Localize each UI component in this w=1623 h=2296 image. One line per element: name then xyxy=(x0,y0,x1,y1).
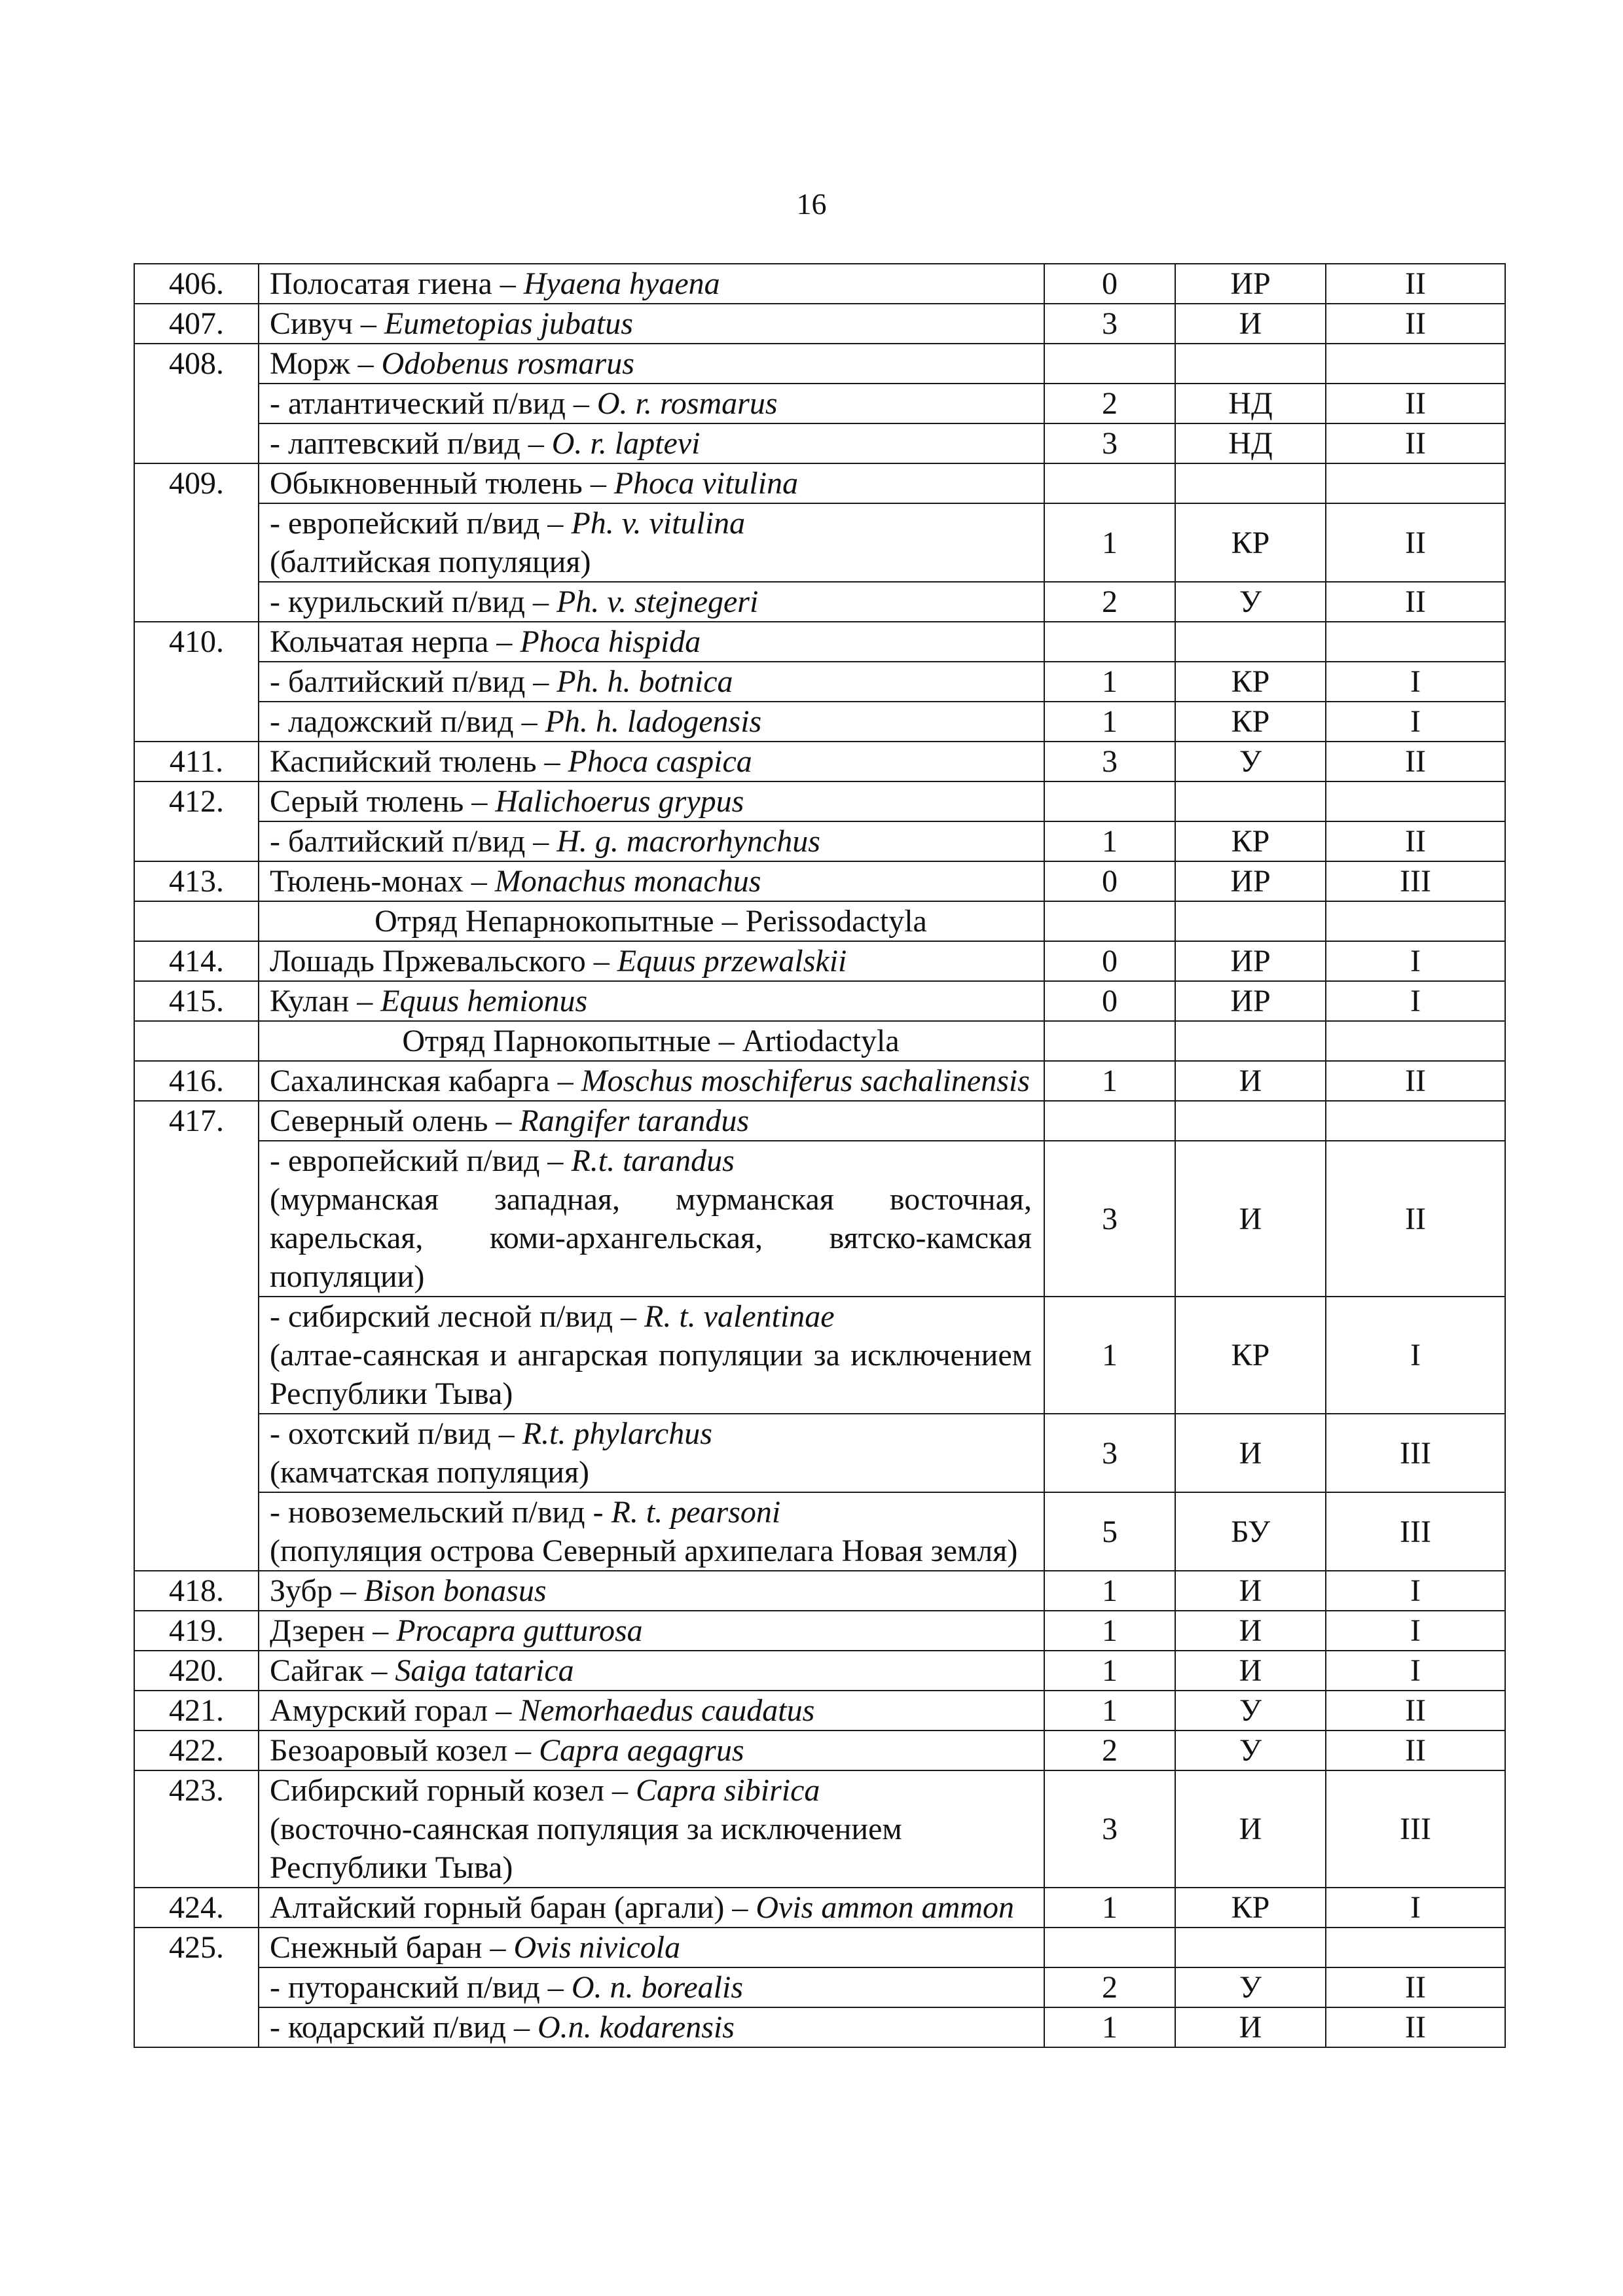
priority-cell: III xyxy=(1326,1492,1505,1571)
row-number xyxy=(134,901,259,941)
species-name: Лошадь Пржевальского – Equus przewalskii xyxy=(259,941,1044,981)
category-cell xyxy=(1044,622,1175,662)
table-row xyxy=(134,1967,1505,2007)
row-number: 409. xyxy=(134,463,259,622)
species-name: Зубр – Bison bonasus xyxy=(259,1571,1044,1611)
status-cell: И xyxy=(1175,1061,1326,1101)
row-number: 410. xyxy=(134,622,259,742)
priority-cell: I xyxy=(1326,1651,1505,1691)
table-row xyxy=(134,1928,1505,1967)
category-cell: 1 xyxy=(1044,1611,1175,1651)
table-row xyxy=(134,582,1505,622)
row-number xyxy=(134,1021,259,1061)
category-cell: 3 xyxy=(1044,742,1175,781)
status-cell xyxy=(1175,622,1326,662)
species-name: Амурский горал – Nemorhaedus caudatus xyxy=(259,1691,1044,1731)
subspecies-name: - европейский п/вид – Ph. v. vitulina (балтийская популяция) xyxy=(259,503,1044,582)
priority-cell xyxy=(1326,1101,1505,1141)
order-row xyxy=(134,1021,1505,1061)
population-note: (популяция острова Северный архипелага Новая земля) xyxy=(270,1534,1018,1568)
species-name: Каспийский тюлень – Phoca caspica xyxy=(259,742,1044,781)
row-number: 406. xyxy=(134,264,259,304)
category-cell: 2 xyxy=(1044,582,1175,622)
status-cell xyxy=(1175,1101,1326,1141)
status-cell: И xyxy=(1175,2007,1326,2047)
subspecies-name: - лаптевский п/вид – O. r. laptevi xyxy=(259,423,1044,463)
row-number: 411. xyxy=(134,742,259,781)
table-row xyxy=(134,1888,1505,1928)
category-cell: 1 xyxy=(1044,662,1175,702)
status-cell xyxy=(1175,1021,1326,1061)
subspecies-name: - балтийский п/вид – Ph. h. botnica xyxy=(259,662,1044,702)
population-note: (алтае-саянская и ангарская популяции за исключением Республики Тыва) xyxy=(270,1338,1032,1411)
category-cell: 0 xyxy=(1044,941,1175,981)
status-cell: ИР xyxy=(1175,861,1326,901)
priority-cell: III xyxy=(1326,861,1505,901)
priority-cell: I xyxy=(1326,1297,1505,1414)
status-cell: У xyxy=(1175,1967,1326,2007)
priority-cell: II xyxy=(1326,264,1505,304)
status-cell: И xyxy=(1175,304,1326,344)
row-number: 424. xyxy=(134,1888,259,1928)
category-cell: 3 xyxy=(1044,1141,1175,1297)
subspecies-name: - балтийский п/вид – H. g. macrorhynchus xyxy=(259,821,1044,861)
subspecies-name: - новоземельский п/вид - R. t. pearsoni (популяция острова Северный архипелага Новая земля) xyxy=(259,1492,1044,1571)
category-cell: 1 xyxy=(1044,1061,1175,1101)
category-cell: 3 xyxy=(1044,1414,1175,1492)
table-row xyxy=(134,503,1505,582)
status-cell xyxy=(1175,463,1326,503)
status-cell: КР xyxy=(1175,662,1326,702)
category-cell: 3 xyxy=(1044,1770,1175,1888)
priority-cell xyxy=(1326,1021,1505,1061)
subspecies-name: - путоранский п/вид – O. n. borealis xyxy=(259,1967,1044,2007)
status-cell: И xyxy=(1175,1611,1326,1651)
subspecies-name: - сибирский лесной п/вид – R. t. valentinae (алтае-саянская и ангарская популяции за исключением Республики Тыва) xyxy=(259,1297,1044,1414)
priority-cell xyxy=(1326,344,1505,384)
table-row xyxy=(134,1731,1505,1770)
category-cell: 3 xyxy=(1044,423,1175,463)
row-number: 413. xyxy=(134,861,259,901)
population-note: (мурманская западная, мурманская восточная, карельская, коми-архангельская, вятско-камская популяции) xyxy=(270,1182,1032,1294)
species-name: Снежный баран – Ovis nivicola xyxy=(259,1928,1044,1967)
status-cell xyxy=(1175,901,1326,941)
category-cell xyxy=(1044,344,1175,384)
subspecies-name: - курильский п/вид – Ph. v. stejnegeri xyxy=(259,582,1044,622)
priority-cell: II xyxy=(1326,742,1505,781)
table-row xyxy=(134,1061,1505,1101)
status-cell xyxy=(1175,344,1326,384)
row-number: 408. xyxy=(134,344,259,463)
species-table xyxy=(134,263,1506,2048)
priority-cell: II xyxy=(1326,1141,1505,1297)
category-cell: 0 xyxy=(1044,981,1175,1021)
table-row xyxy=(134,1101,1505,1141)
species-name: Дзерен – Procapra gutturosa xyxy=(259,1611,1044,1651)
status-cell: КР xyxy=(1175,821,1326,861)
status-cell: ИР xyxy=(1175,264,1326,304)
category-cell: 2 xyxy=(1044,1731,1175,1770)
status-cell: И xyxy=(1175,1770,1326,1888)
priority-cell: II xyxy=(1326,582,1505,622)
table-row xyxy=(134,622,1505,662)
page-number: 16 xyxy=(796,187,827,221)
species-name: Северный олень – Rangifer tarandus xyxy=(259,1101,1044,1141)
priority-cell xyxy=(1326,1928,1505,1967)
category-cell: 1 xyxy=(1044,1651,1175,1691)
subspecies-name: - ладожский п/вид – Ph. h. ladogensis xyxy=(259,702,1044,742)
population-note: (балтийская популяция) xyxy=(270,545,591,579)
status-cell: ИР xyxy=(1175,941,1326,981)
species-name: Кольчатая нерпа – Phoca hispida xyxy=(259,622,1044,662)
table-row xyxy=(134,304,1505,344)
priority-cell: I xyxy=(1326,702,1505,742)
order-title: Отряд Парнокопытные – Artiodactyla xyxy=(259,1021,1044,1061)
table-row xyxy=(134,344,1505,384)
status-cell: КР xyxy=(1175,702,1326,742)
status-cell: НД xyxy=(1175,384,1326,423)
table-row xyxy=(134,941,1505,981)
priority-cell: III xyxy=(1326,1770,1505,1888)
priority-cell xyxy=(1326,901,1505,941)
row-number: 422. xyxy=(134,1731,259,1770)
subspecies-name: - охотский п/вид – R.t. phylarchus (камчатская популяция) xyxy=(259,1414,1044,1492)
row-number: 416. xyxy=(134,1061,259,1101)
category-cell xyxy=(1044,1928,1175,1967)
table-row xyxy=(134,1297,1505,1414)
species-name: Алтайский горный баран (аргали) – Ovis ammon ammon xyxy=(259,1888,1044,1928)
priority-cell: I xyxy=(1326,1571,1505,1611)
table-row xyxy=(134,1651,1505,1691)
row-number: 415. xyxy=(134,981,259,1021)
population-note: (камчатская популяция) xyxy=(270,1455,590,1490)
priority-cell: II xyxy=(1326,1691,1505,1731)
table-row xyxy=(134,264,1505,304)
category-cell: 1 xyxy=(1044,1571,1175,1611)
status-cell xyxy=(1175,1928,1326,1967)
species-name: Сахалинская кабарга – Moschus moschiferus sachalinensis xyxy=(259,1061,1044,1101)
table-row xyxy=(134,384,1505,423)
priority-cell: I xyxy=(1326,1888,1505,1928)
priority-cell: I xyxy=(1326,662,1505,702)
status-cell: У xyxy=(1175,582,1326,622)
status-cell: И xyxy=(1175,1571,1326,1611)
species-name: Полосатая гиена – Hyaena hyaena xyxy=(259,264,1044,304)
priority-cell xyxy=(1326,622,1505,662)
status-cell: И xyxy=(1175,1414,1326,1492)
status-cell: КР xyxy=(1175,1888,1326,1928)
status-cell: И xyxy=(1175,1141,1326,1297)
category-cell: 5 xyxy=(1044,1492,1175,1571)
species-name: Морж – Odobenus rosmarus xyxy=(259,344,1044,384)
status-cell: У xyxy=(1175,1731,1326,1770)
status-cell: БУ xyxy=(1175,1492,1326,1571)
category-cell xyxy=(1044,901,1175,941)
status-cell: У xyxy=(1175,1691,1326,1731)
table-row xyxy=(134,1414,1505,1492)
priority-cell: II xyxy=(1326,503,1505,582)
category-cell: 1 xyxy=(1044,2007,1175,2047)
table-row xyxy=(134,702,1505,742)
status-cell: У xyxy=(1175,742,1326,781)
table-row xyxy=(134,742,1505,781)
category-cell xyxy=(1044,463,1175,503)
category-cell: 1 xyxy=(1044,702,1175,742)
status-cell: НД xyxy=(1175,423,1326,463)
priority-cell: II xyxy=(1326,384,1505,423)
table-row xyxy=(134,1141,1505,1297)
category-cell: 3 xyxy=(1044,304,1175,344)
status-cell xyxy=(1175,781,1326,821)
row-number: 419. xyxy=(134,1611,259,1651)
table-row xyxy=(134,1691,1505,1731)
priority-cell: II xyxy=(1326,1731,1505,1770)
status-cell: ИР xyxy=(1175,981,1326,1021)
category-cell: 1 xyxy=(1044,503,1175,582)
category-cell: 1 xyxy=(1044,821,1175,861)
category-cell: 0 xyxy=(1044,861,1175,901)
category-cell xyxy=(1044,781,1175,821)
priority-cell: II xyxy=(1326,1967,1505,2007)
status-cell: КР xyxy=(1175,503,1326,582)
status-cell: И xyxy=(1175,1651,1326,1691)
species-name: Обыкновенный тюлень – Phoca vitulina xyxy=(259,463,1044,503)
category-cell: 2 xyxy=(1044,1967,1175,2007)
row-number: 412. xyxy=(134,781,259,861)
priority-cell xyxy=(1326,463,1505,503)
species-name: Сибирский горный козел – Capra sibirica (восточно-саянская популяция за исключением Республики Тыва) xyxy=(259,1770,1044,1888)
row-number: 414. xyxy=(134,941,259,981)
priority-cell: III xyxy=(1326,1414,1505,1492)
priority-cell xyxy=(1326,781,1505,821)
table-row xyxy=(134,662,1505,702)
subspecies-name: - атлантический п/вид – O. r. rosmarus xyxy=(259,384,1044,423)
species-name: Сайгак – Saiga tatarica xyxy=(259,1651,1044,1691)
table-row xyxy=(134,781,1505,821)
priority-cell: II xyxy=(1326,423,1505,463)
species-name: Серый тюлень – Halichoerus grypus xyxy=(259,781,1044,821)
category-cell: 1 xyxy=(1044,1888,1175,1928)
table-row xyxy=(134,463,1505,503)
priority-cell: II xyxy=(1326,821,1505,861)
status-cell: КР xyxy=(1175,1297,1326,1414)
table-row xyxy=(134,423,1505,463)
row-number: 418. xyxy=(134,1571,259,1611)
table-row xyxy=(134,1571,1505,1611)
population-note: (восточно-саянская популяция за исключением Республики Тыва) xyxy=(270,1812,902,1885)
species-name: Безоаровый козел – Capra aegagrus xyxy=(259,1731,1044,1770)
species-name: Кулан – Equus hemionus xyxy=(259,981,1044,1021)
species-name: Сивуч – Eumetopias jubatus xyxy=(259,304,1044,344)
category-cell: 1 xyxy=(1044,1691,1175,1731)
table-row xyxy=(134,1492,1505,1571)
category-cell: 2 xyxy=(1044,384,1175,423)
priority-cell: II xyxy=(1326,304,1505,344)
row-number: 420. xyxy=(134,1651,259,1691)
row-number: 407. xyxy=(134,304,259,344)
priority-cell: I xyxy=(1326,941,1505,981)
table-row xyxy=(134,821,1505,861)
order-row xyxy=(134,901,1505,941)
priority-cell: I xyxy=(1326,981,1505,1021)
table-row xyxy=(134,1611,1505,1651)
species-name: Тюлень-монах – Monachus monachus xyxy=(259,861,1044,901)
category-cell: 0 xyxy=(1044,264,1175,304)
subspecies-name: - европейский п/вид – R.t. tarandus (мурманская западная, мурманская восточная, карельская, коми-архангельская, вятско-камская популяции) xyxy=(259,1141,1044,1297)
category-cell xyxy=(1044,1021,1175,1061)
table-row xyxy=(134,861,1505,901)
row-number: 421. xyxy=(134,1691,259,1731)
priority-cell: II xyxy=(1326,1061,1505,1101)
order-title: Отряд Непарнокопытные – Perissodactyla xyxy=(259,901,1044,941)
table-row xyxy=(134,2007,1505,2047)
category-cell xyxy=(1044,1101,1175,1141)
priority-cell: II xyxy=(1326,2007,1505,2047)
table-row xyxy=(134,1770,1505,1888)
row-number: 425. xyxy=(134,1928,259,2047)
row-number: 417. xyxy=(134,1101,259,1571)
table-row xyxy=(134,981,1505,1021)
subspecies-name: - кодарский п/вид – O.n. kodarensis xyxy=(259,2007,1044,2047)
priority-cell: I xyxy=(1326,1611,1505,1651)
category-cell: 1 xyxy=(1044,1297,1175,1414)
row-number: 423. xyxy=(134,1770,259,1888)
